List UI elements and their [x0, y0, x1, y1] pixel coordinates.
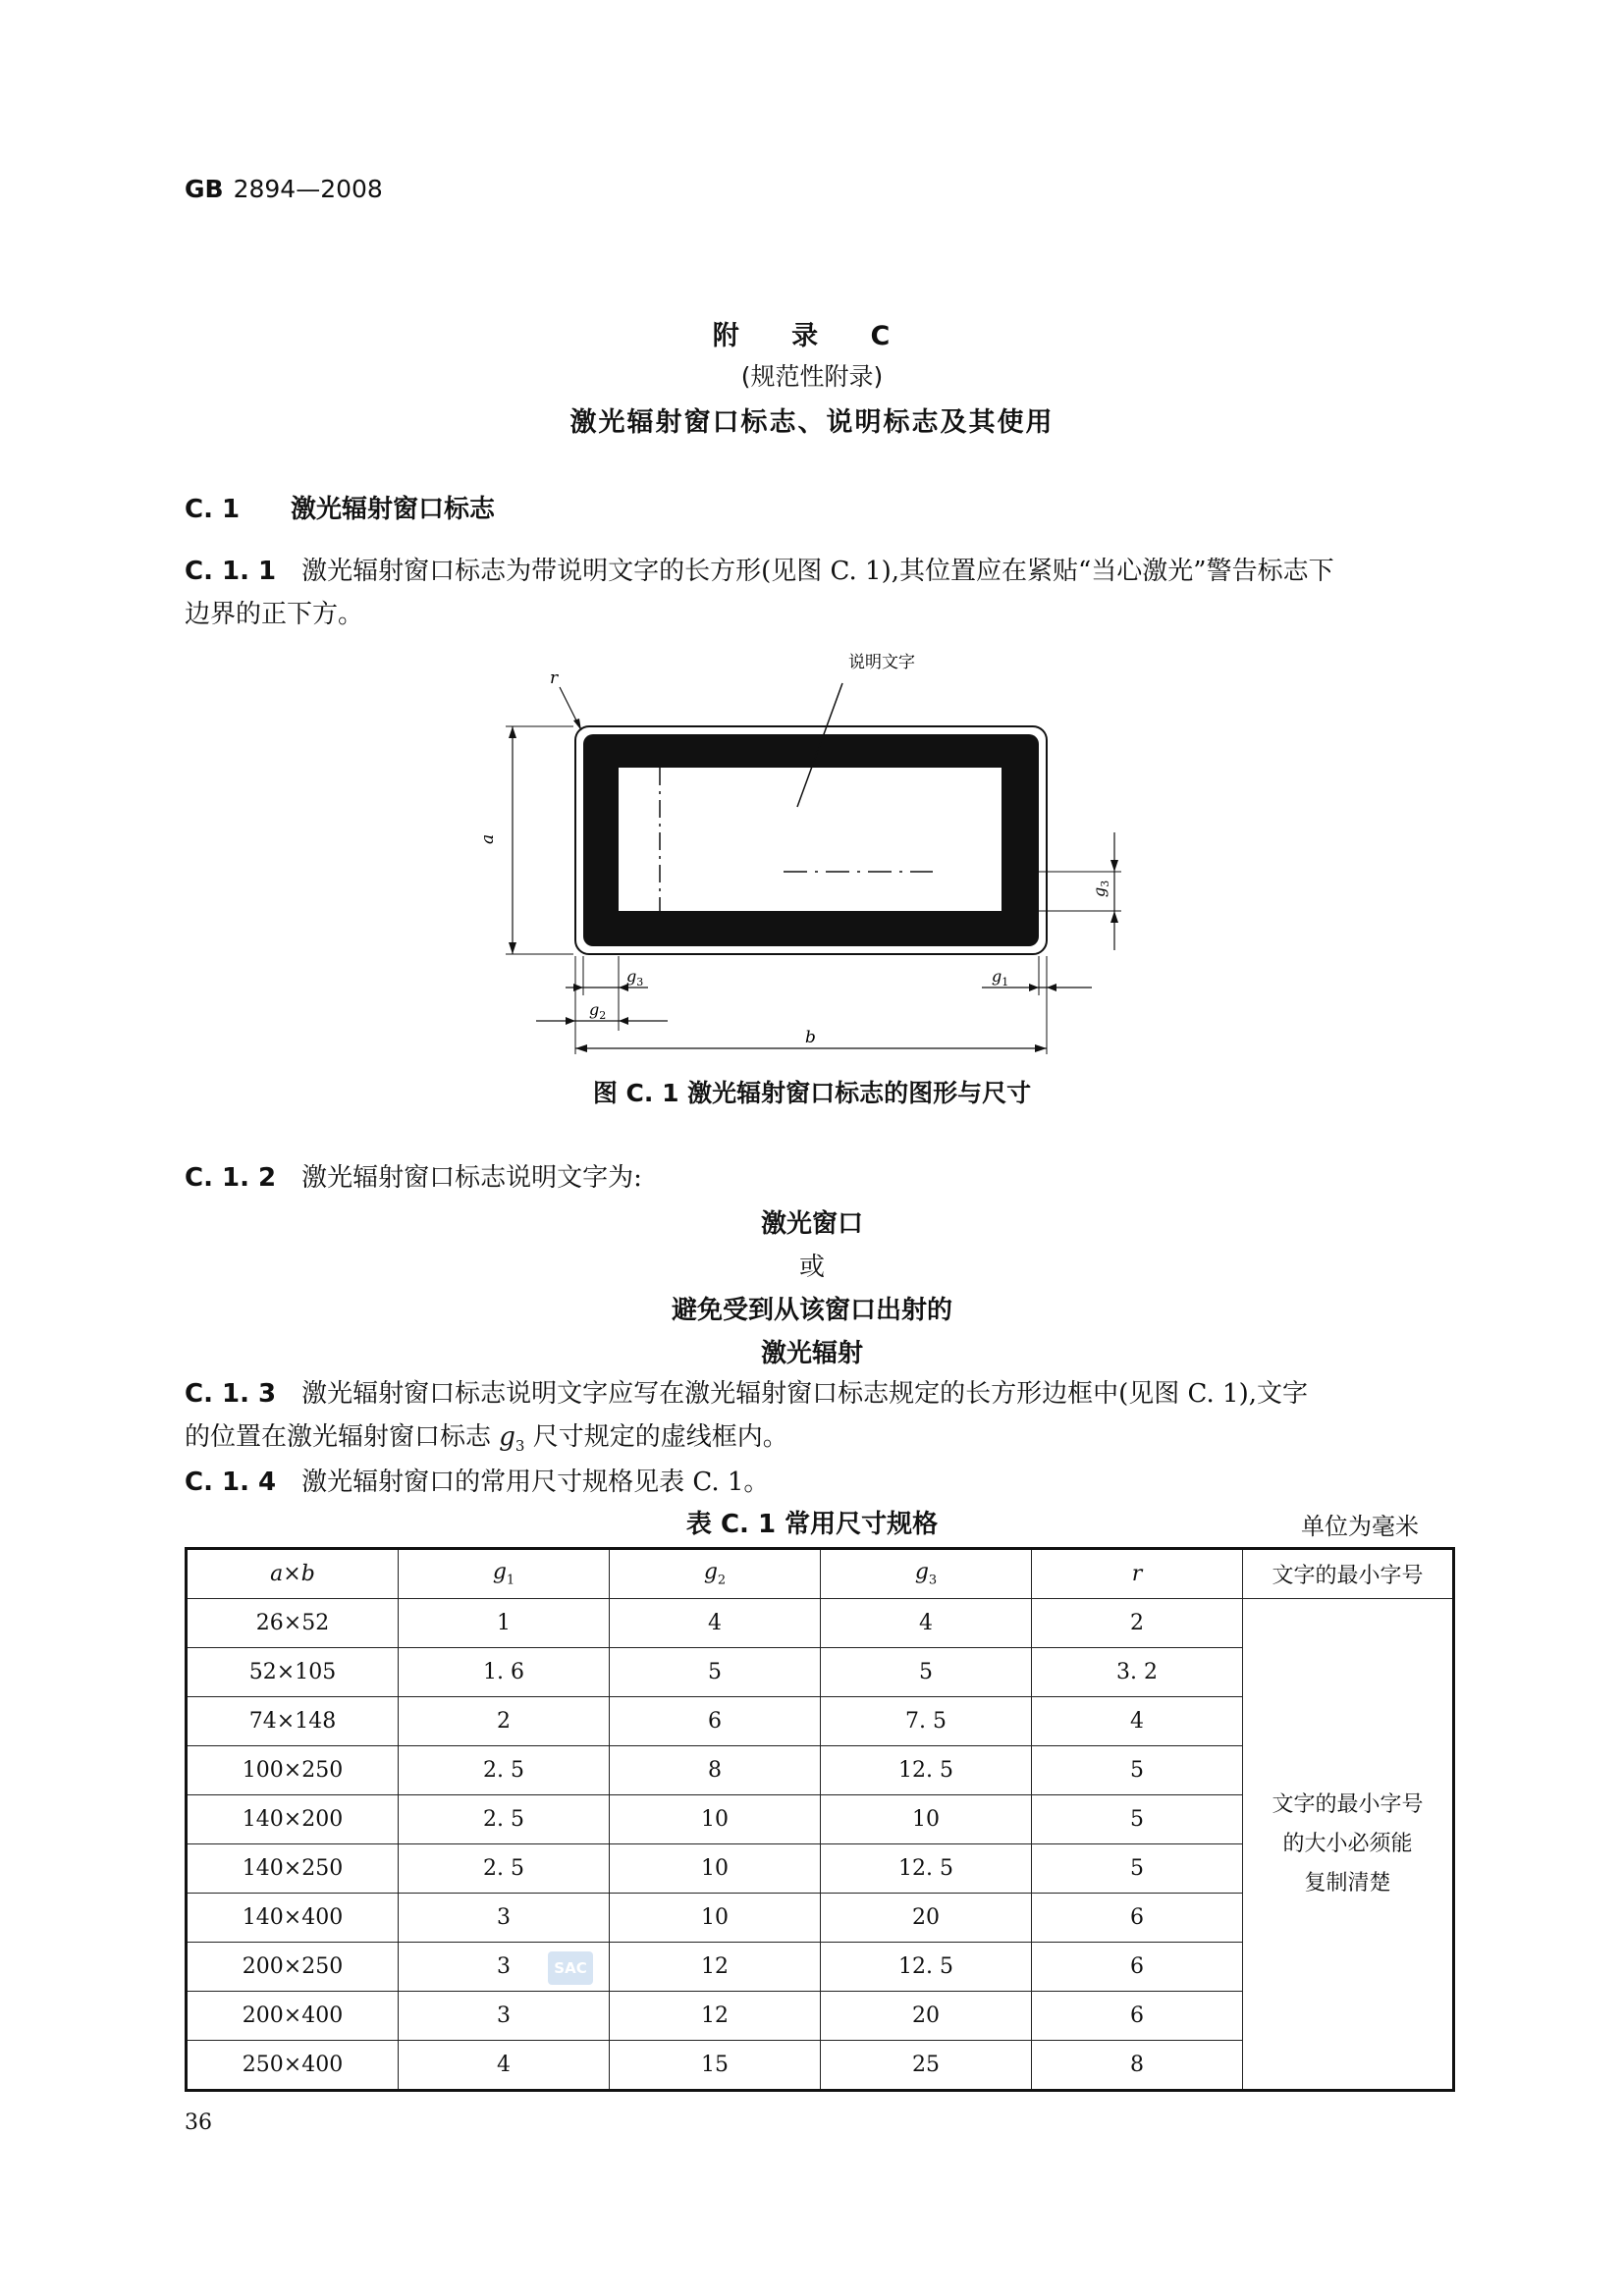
standard-prefix: GB — [185, 175, 224, 203]
clause-number: C. 1. 3 — [185, 1379, 277, 1409]
table-cell: 6 — [1032, 1943, 1243, 1992]
r-arrow — [573, 719, 581, 730]
table-cell: 15 — [610, 2041, 821, 2091]
note-line: 复制清楚 — [1304, 1870, 1391, 1896]
g1-label: $g_1$ — [992, 967, 1009, 988]
header-g1: $g_1$ — [399, 1549, 610, 1599]
table-cell: 7. 5 — [821, 1697, 1032, 1746]
table-cell: 12. 5 — [821, 1943, 1032, 1992]
header-g2: $g_2$ — [610, 1549, 821, 1599]
table-cell: 5 — [1032, 1795, 1243, 1844]
table-cell: 6 — [1032, 1894, 1243, 1943]
clause-text-cont: 边界的正下方。 — [185, 600, 364, 629]
table-cell: 140×400 — [187, 1894, 399, 1943]
g3side-label: $g_3$ — [1090, 880, 1111, 897]
table-cell: 2 — [399, 1697, 610, 1746]
table-cell: 3. 2 — [1032, 1648, 1243, 1697]
a-arrow-bottom — [509, 942, 516, 954]
table-cell: 3 — [399, 1992, 610, 2041]
table-cell: 5 — [1032, 1844, 1243, 1894]
note-line: 的大小必须能 — [1282, 1831, 1413, 1856]
header-g3: $g_3$ — [821, 1549, 1032, 1599]
table-cell: 140×200 — [187, 1795, 399, 1844]
table-cell: 3 — [399, 1943, 610, 1992]
appendix-subtitle: (规范性附录) — [740, 362, 884, 391]
b-label: b — [805, 1028, 816, 1047]
table-cell: 4 — [821, 1599, 1032, 1648]
table-cell: 12 — [610, 1943, 821, 1992]
table-cell: 6 — [1032, 1992, 1243, 2041]
table-cell: 2. 5 — [399, 1844, 610, 1894]
table-cell: 2. 5 — [399, 1795, 610, 1844]
table-cell: 2. 5 — [399, 1746, 610, 1795]
figure-caption: 图 C. 1 激光辐射窗口标志的图形与尺寸 — [592, 1079, 1032, 1107]
table-cell: 2 — [1032, 1599, 1243, 1648]
table-cell: 100×250 — [187, 1746, 399, 1795]
appendix-title: 附 录 C — [712, 321, 912, 351]
table-cell: 1 — [399, 1599, 610, 1648]
table-cell: 12 — [610, 1992, 821, 2041]
table-cell: 4 — [1032, 1697, 1243, 1746]
window-text-1: 激光窗口 — [760, 1209, 863, 1239]
clause-number: C. 1. 1 — [185, 557, 277, 586]
inner-window — [619, 768, 1001, 911]
table-cell: 4 — [610, 1599, 821, 1648]
clause-text: 激光辐射窗口标志说明文字应写在激光辐射窗口标志规定的长方形边框中(见图 C. 1),文字 — [301, 1379, 1308, 1409]
clause-c11 — [185, 550, 1451, 636]
clause-c12 — [185, 1156, 1451, 1200]
table-unit: 单位为毫米 — [1301, 1513, 1419, 1540]
figure-c1-diagram — [471, 648, 1159, 1080]
table-cell: 3 — [399, 1894, 610, 1943]
header-r: r — [1032, 1549, 1243, 1599]
spec-table — [185, 1547, 1455, 2092]
clause-text: 激光辐射窗口的常用尺寸规格见表 C. 1。 — [301, 1468, 770, 1497]
table-cell: 6 — [610, 1697, 821, 1746]
table-cell: 5 — [821, 1648, 1032, 1697]
clause-text: 激光辐射窗口标志说明文字为: — [301, 1163, 642, 1193]
table-cell: 8 — [1032, 2041, 1243, 2091]
table-header-row — [187, 1549, 1454, 1599]
section-title: 激光辐射窗口标志 — [291, 495, 496, 524]
g2-label: $g_2$ — [589, 1000, 607, 1022]
header-axb: a×b — [187, 1549, 399, 1599]
table-cell: 20 — [821, 1992, 1032, 2041]
table-cell: 12. 5 — [821, 1746, 1032, 1795]
table-cell: 1. 6 — [399, 1648, 610, 1697]
clause-number: C. 1. 4 — [185, 1468, 277, 1497]
appendix-heading: 激光辐射窗口标志、说明标志及其使用 — [569, 407, 1055, 438]
table-cell: 10 — [821, 1795, 1032, 1844]
table-cell: 5 — [1032, 1746, 1243, 1795]
clause-number: C. 1. 2 — [185, 1163, 277, 1193]
g2-arrow-left — [566, 1017, 575, 1025]
table-cell: 20 — [821, 1894, 1032, 1943]
clause-c13 — [185, 1372, 1451, 1468]
clause-text-cont: 的位置在激光辐射窗口标志 $g_3$ 尺寸规定的虚线框内。 — [185, 1422, 788, 1456]
note-line: 文字的最小字号 — [1272, 1791, 1424, 1817]
window-text-3: 激光辐射 — [760, 1339, 863, 1368]
clause-c14 — [185, 1461, 1451, 1504]
table-cell: 12. 5 — [821, 1844, 1032, 1894]
page-number: 36 — [185, 2110, 212, 2135]
b-arrow-left — [575, 1044, 587, 1052]
table-caption: 表 C. 1 常用尺寸规格 — [685, 1510, 939, 1539]
table-cell: 8 — [610, 1746, 821, 1795]
table-cell: 26×52 — [187, 1599, 399, 1648]
g3side-arrow-top — [1110, 860, 1118, 872]
g1-arrow-left — [1029, 984, 1039, 991]
table-cell: 5 — [610, 1648, 821, 1697]
standard-number — [185, 175, 383, 203]
b-arrow-right — [1035, 1044, 1047, 1052]
window-text-2: 避免受到从该窗口出射的 — [671, 1296, 952, 1325]
text-label: 说明文字 — [848, 653, 915, 672]
table-cell: 74×148 — [187, 1697, 399, 1746]
sac-watermark: SAC — [548, 1951, 593, 1985]
table-cell: 10 — [610, 1795, 821, 1844]
r-label: r — [550, 668, 559, 688]
table-cell: 25 — [821, 2041, 1032, 2091]
table-cell: 250×400 — [187, 2041, 399, 2091]
min-font-note — [1243, 1599, 1454, 2091]
table-cell: 200×400 — [187, 1992, 399, 2041]
a-label: a — [478, 833, 498, 844]
g3-label: $g_3$ — [626, 967, 644, 988]
section-c1-heading — [185, 489, 495, 525]
table-cell: 10 — [610, 1844, 821, 1894]
section-number: C. 1 — [185, 495, 241, 524]
window-text-or: 或 — [798, 1253, 825, 1282]
table-row — [187, 1599, 1454, 1648]
table-cell: 140×250 — [187, 1844, 399, 1894]
g3-arrow-left — [573, 984, 583, 991]
table-cell: 52×105 — [187, 1648, 399, 1697]
g1-arrow-right — [1047, 984, 1056, 991]
header-min-font: 文字的最小字号 — [1243, 1549, 1454, 1599]
table-cell: 10 — [610, 1894, 821, 1943]
a-arrow-top — [509, 726, 516, 738]
g2-arrow-right — [619, 1017, 628, 1025]
table-cell: 200×250 — [187, 1943, 399, 1992]
standard-code: 2894—2008 — [233, 175, 383, 203]
clause-text: 激光辐射窗口标志为带说明文字的长方形(见图 C. 1),其位置应在紧贴“当心激光”警告标志下 — [301, 557, 1334, 586]
g3side-arrow-bottom — [1110, 911, 1118, 923]
table-cell: 4 — [399, 2041, 610, 2091]
